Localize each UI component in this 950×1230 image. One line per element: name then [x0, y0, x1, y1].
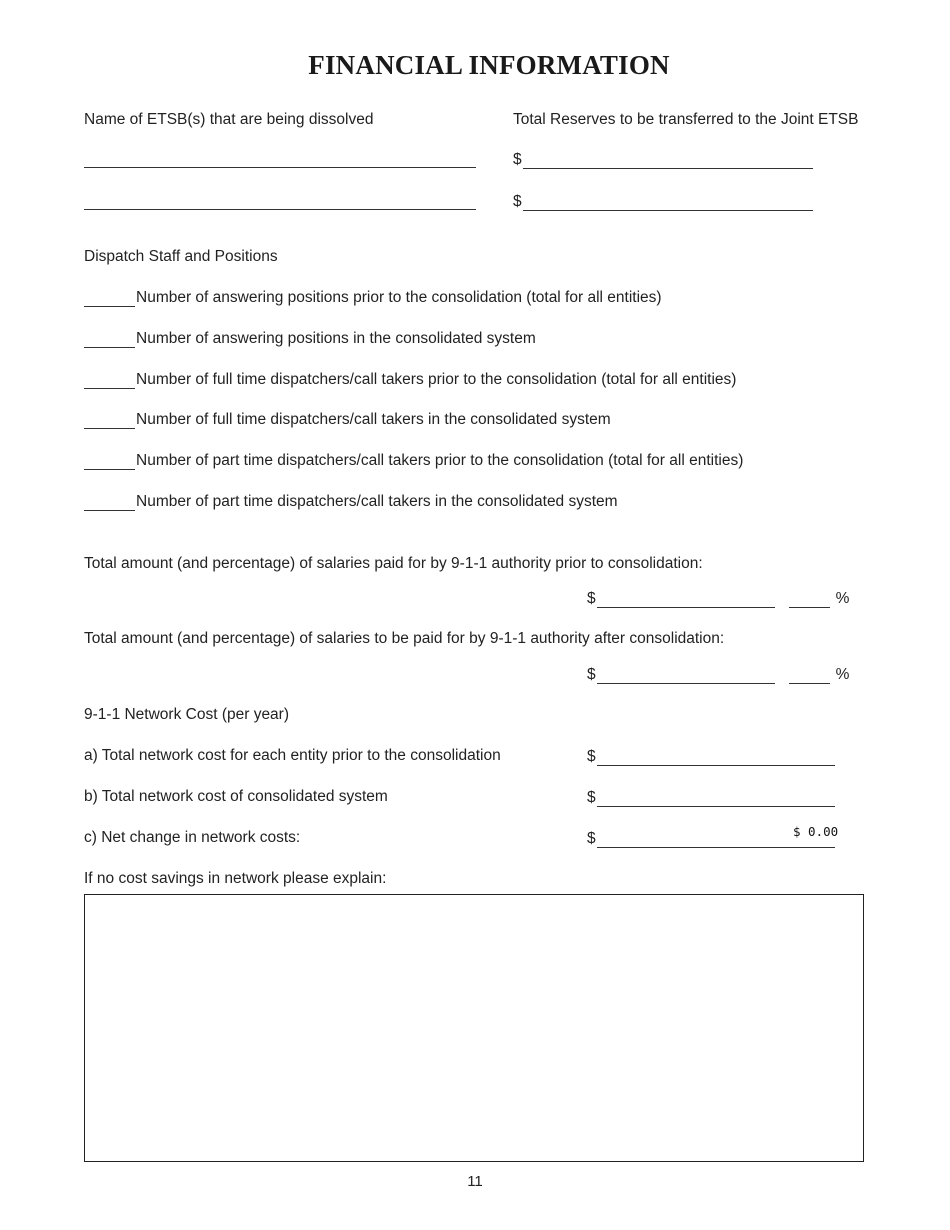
currency-symbol: $	[513, 193, 522, 210]
salaries-prior-amount-input[interactable]	[597, 591, 775, 608]
percent-symbol: %	[835, 590, 850, 607]
network-item-c-label: c) Net change in network costs:	[84, 829, 301, 846]
network-item-a-field	[587, 748, 835, 766]
net-change-value: $ 0.00	[793, 824, 839, 839]
dispatch-heading: Dispatch Staff and Positions	[84, 248, 278, 265]
full-time-consolidated-input[interactable]	[84, 414, 135, 429]
dispatch-item	[84, 452, 743, 470]
salaries-prior-fields	[587, 590, 849, 608]
answering-positions-prior-input[interactable]	[84, 292, 135, 307]
part-time-consolidated-input[interactable]	[84, 496, 135, 511]
reserves-field-1-wrapper	[513, 151, 813, 169]
etsb-name-field-1[interactable]	[84, 151, 476, 168]
explain-label: If no cost savings in network please explain:	[84, 870, 387, 887]
page-title: FINANCIAL INFORMATION	[308, 50, 670, 80]
etsb-names-label: Name of ETSB(s) that are being dissolved	[84, 111, 374, 128]
dispatch-item-label: Number of answering positions prior to the consolidation (total for all entities)	[136, 289, 662, 306]
percent-symbol: %	[835, 666, 850, 683]
network-item-b-label: b) Total network cost of consolidated system	[84, 788, 388, 805]
network-item-b-field	[587, 789, 835, 807]
dispatch-item	[84, 289, 662, 307]
reserves-field-2[interactable]	[523, 194, 813, 211]
network-cost-prior-input[interactable]	[597, 749, 835, 766]
reserves-field-1[interactable]	[523, 152, 813, 169]
salaries-prior-label: Total amount (and percentage) of salaries paid for by 9-1-1 authority prior to consolidation:	[84, 555, 703, 572]
salaries-prior-percent-input[interactable]	[789, 591, 830, 608]
currency-symbol: $	[587, 590, 596, 607]
answering-positions-consolidated-input[interactable]	[84, 333, 135, 348]
salaries-after-label: Total amount (and percentage) of salaries to be paid for by 9-1-1 authority after consolidation:	[84, 630, 725, 647]
dispatch-item	[84, 330, 536, 348]
dispatch-item-label: Number of full time dispatchers/call takers prior to the consolidation (total for all entities)	[136, 371, 737, 388]
dispatch-item	[84, 493, 618, 511]
etsb-name-field-2[interactable]	[84, 193, 476, 210]
network-item-a-label: a) Total network cost for each entity prior to the consolidation	[84, 747, 501, 764]
page-number: 11	[467, 1173, 483, 1190]
salaries-after-percent-input[interactable]	[789, 667, 830, 684]
dispatch-item-label: Number of answering positions in the consolidated system	[136, 330, 536, 347]
currency-symbol: $	[513, 151, 522, 168]
dispatch-item-label: Number of full time dispatchers/call takers in the consolidated system	[136, 411, 611, 428]
network-cost-consolidated-input[interactable]	[597, 790, 835, 807]
full-time-prior-input[interactable]	[84, 374, 135, 389]
reserves-field-2-wrapper	[513, 193, 813, 211]
dispatch-item	[84, 371, 736, 389]
dispatch-item	[84, 411, 611, 429]
network-heading: 9-1-1 Network Cost (per year)	[84, 706, 290, 723]
part-time-prior-input[interactable]	[84, 455, 135, 470]
salaries-after-fields	[587, 666, 849, 684]
currency-symbol: $	[587, 666, 596, 683]
reserves-label: Total Reserves to be transferred to the Joint ETSB	[513, 111, 859, 128]
currency-symbol: $	[587, 748, 596, 765]
explain-textarea[interactable]	[84, 894, 864, 1162]
dispatch-item-label: Number of part time dispatchers/call takers in the consolidated system	[136, 493, 618, 510]
salaries-after-amount-input[interactable]	[597, 667, 775, 684]
currency-symbol: $	[587, 830, 596, 847]
dispatch-item-label: Number of part time dispatchers/call takers prior to the consolidation (total for all entities)	[136, 452, 744, 469]
currency-symbol: $	[587, 789, 596, 806]
